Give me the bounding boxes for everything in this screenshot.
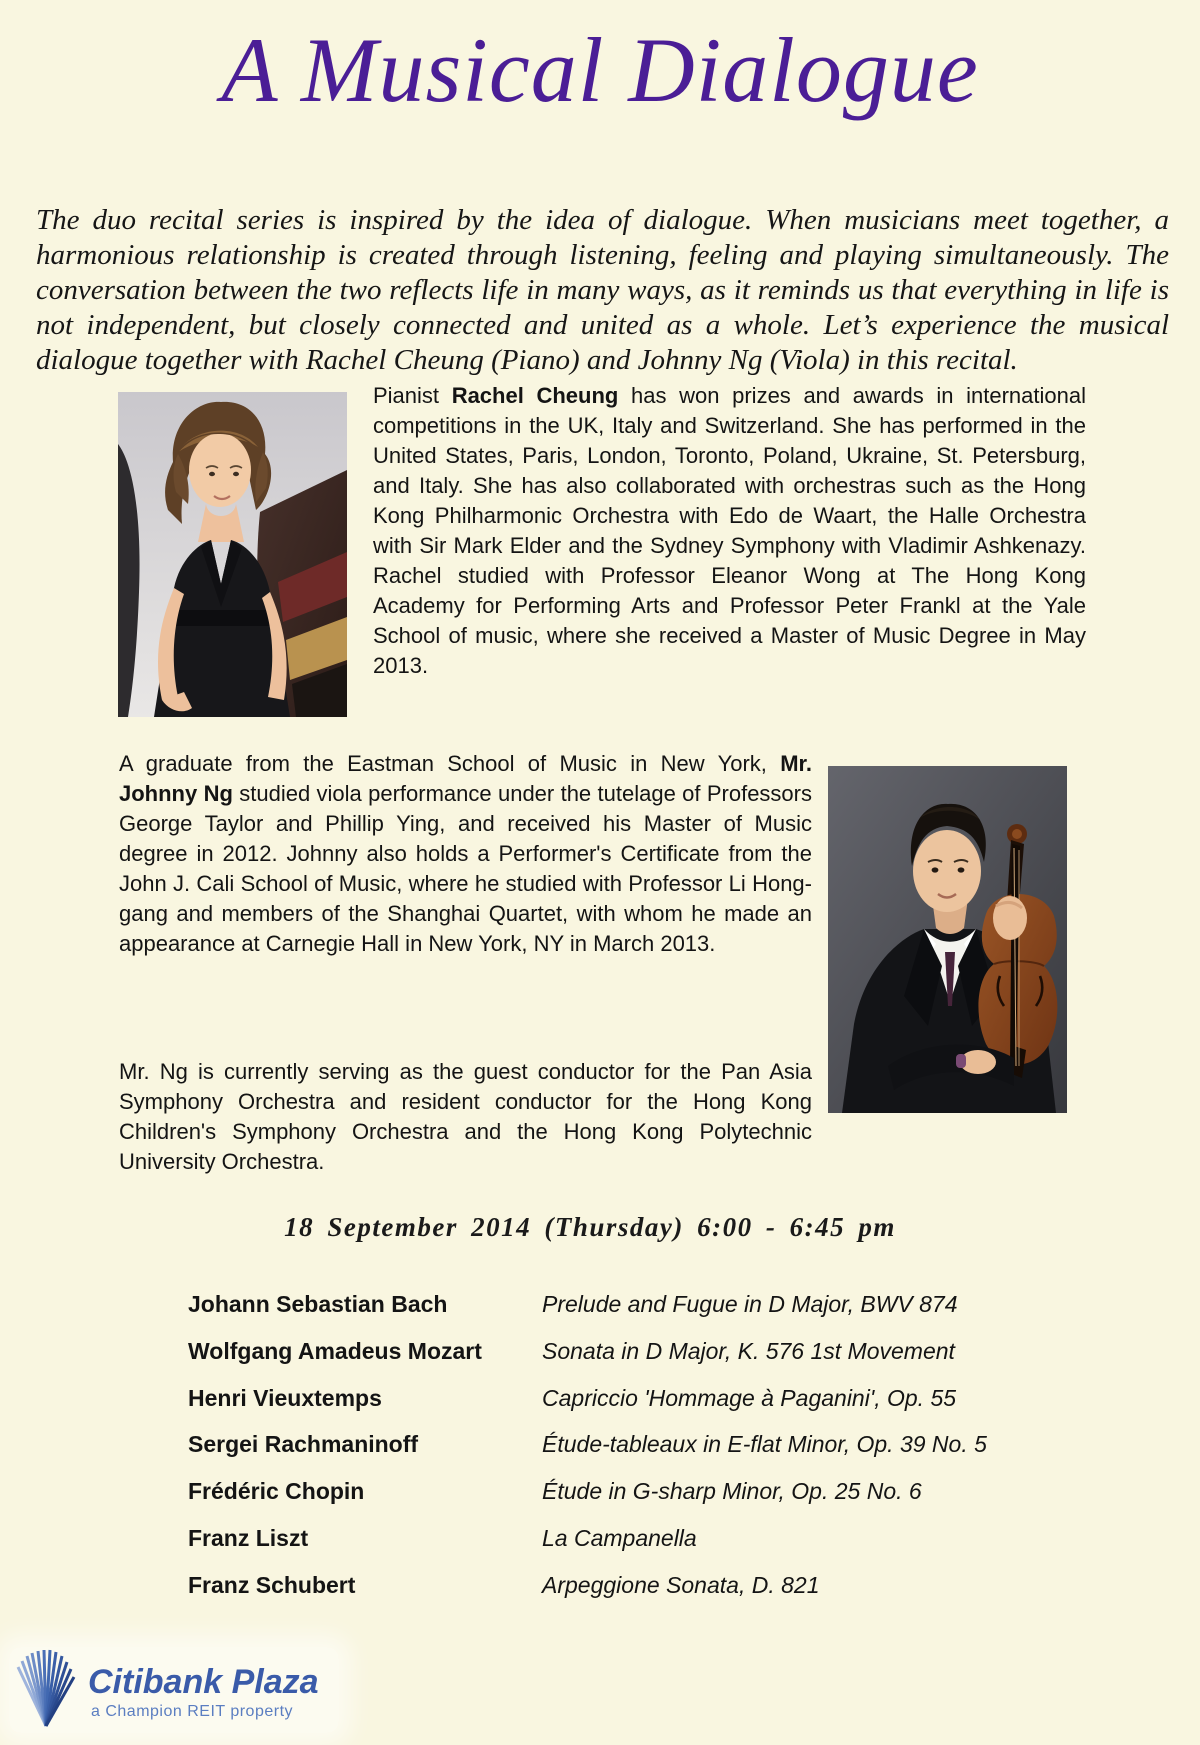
program-row xyxy=(188,1431,987,1461)
intro-paragraph: The duo recital series is inspired by the idea of dialogue. When musicians meet together, a harmonious relationship is created through listening, feeling and playing simultaneously. The conversation between the two reflects life in many ways, as it reminds us that everything in life is not independent, but closely connected and united as a whole. Let’s experience the musical dialogue together with Rachel Cheung (Piano) and Johnny Ng (Viola) in this recital. xyxy=(36,204,1169,376)
rachel-name: Rachel Cheung xyxy=(451,383,619,408)
citibank-plaza-fan-icon xyxy=(15,1649,77,1729)
logo-title: Citibank Plaza xyxy=(88,1663,319,1701)
program-row xyxy=(188,1385,987,1415)
program-composer: Johann Sebastian Bach xyxy=(188,1291,448,1317)
johnny-bio-rest: studied viola performance under the tutelage of Professors George Taylor and Phillip Ying, and received his Master of Music degree in 2012. Johnny also holds a Performer's Certificate from the John J. Cali School of Music, where he studied with Professor Li Hong-gang and members of the Shanghai Quartet, with whom he made an appearance at Carnegie Hall in New York, NY in March 2013. xyxy=(119,781,812,956)
johnny-bio-paragraph-2: Mr. Ng is currently serving as the guest conductor for the Pan Asia Symphony Orchestra and resident conductor for the Hong Kong Children's Symphony Orchestra and the Hong Kong Polytechnic University Orchestra. xyxy=(119,1059,812,1174)
rachel-cheung-photo xyxy=(118,392,347,717)
logo-subtitle: a Champion REIT property xyxy=(91,1703,294,1720)
johnny-bio-lead: A graduate from the Eastman School of Music in New York, xyxy=(119,751,781,776)
program-row xyxy=(188,1291,987,1321)
rachel-bio-lead: Pianist xyxy=(373,383,452,408)
program-composer: Franz Schubert xyxy=(188,1571,356,1598)
johnny-name: Mr. Johnny Ng xyxy=(119,751,812,806)
program-composer: Sergei Rachmaninoff xyxy=(188,1431,419,1458)
program-list xyxy=(188,1291,987,1619)
page-title: A Musical Dialogue xyxy=(221,19,979,121)
program-composer: Franz Liszt xyxy=(188,1524,309,1551)
program-row xyxy=(188,1478,987,1508)
program-row xyxy=(188,1525,987,1555)
citibank-plaza-logo xyxy=(15,1645,355,1737)
program-work: Sonata in D Major, K. 576 1st Movement xyxy=(542,1337,955,1364)
program-row xyxy=(188,1572,987,1602)
program-work: Prelude and Fugue in D Major, BWV 874 xyxy=(542,1291,958,1317)
program-composer: Henri Vieuxtemps xyxy=(188,1384,382,1411)
event-datetime: 18 September 2014 (Thursday) 6:00 - 6:45 pm xyxy=(284,1212,896,1242)
program-work: Étude-tableaux in E-flat Minor, Op. 39 No. 5 xyxy=(542,1431,987,1458)
program-composer: Wolfgang Amadeus Mozart xyxy=(188,1337,482,1364)
program-row xyxy=(188,1338,987,1368)
rachel-bio-rest: has won prizes and awards in international competitions in the UK, Italy and Switzerland. She has performed in the United States, Paris, London, Toronto, Poland, Ukraine, St. Petersburg, and Italy. She has also collaborated with orchestras such as the Hong Kong Philharmonic Orchestra with Edo de Waart, the Halle Orchestra with Sir Mark Elder and the Sydney Symphony with Vladimir Ashkenazy. Rachel studied with Professor Eleanor Wong at The Hong Kong Academy for Performing Arts and Professor Peter Frankl at the Yale School of music, where she received a Master of Music Degree in May 2013. xyxy=(373,383,1086,678)
rachel-bio xyxy=(373,381,1086,681)
program-work: Arpeggione Sonata, D. 821 xyxy=(542,1571,820,1598)
program-work: Capriccio 'Hommage à Paganini', Op. 55 xyxy=(542,1384,957,1411)
program-composer: Frédéric Chopin xyxy=(188,1478,365,1505)
johnny-bio-paragraph-1 xyxy=(119,749,812,959)
program-work: Étude in G-sharp Minor, Op. 25 No. 6 xyxy=(542,1478,922,1505)
johnny-ng-photo xyxy=(828,766,1067,1113)
program-work: La Campanella xyxy=(542,1524,697,1551)
